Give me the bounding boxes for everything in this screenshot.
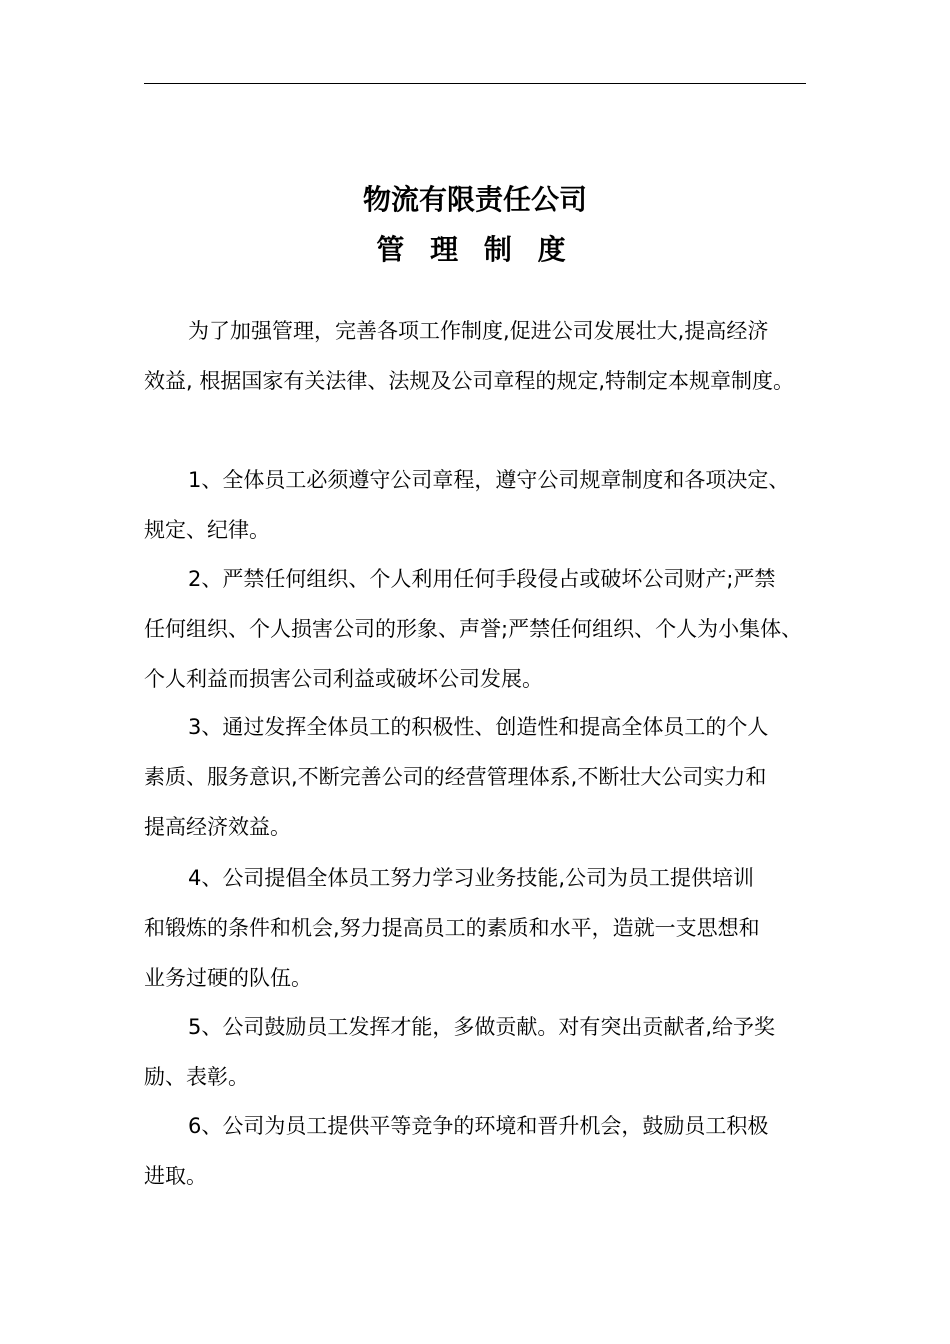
rule-item-1-line-2: 规定、纪律。 — [144, 518, 270, 542]
document-subtitle: 管 理 制 度 — [376, 233, 574, 266]
intro-line-1: 为了加强管理，完善各项工作制度,促进公司发展壮大,提高经济 — [188, 319, 769, 343]
rule-item-4 — [144, 853, 812, 1003]
rule-item-6-line-1: 6、公司为员工提供平等竞争的环境和晋升机会，鼓励员工积极 — [188, 1114, 769, 1138]
rule-item-1 — [144, 455, 812, 555]
rule-item-2-line-2: 任何组织、个人损害公司的形象、声誉;严禁任何组织、个人为小集体、 — [144, 617, 803, 641]
rule-item-2-line-3: 个人利益而损害公司利益或破坏公司发展。 — [144, 667, 543, 691]
intro-line-2: 效益, 根据国家有关法律、法规及公司章程的规定,特制定本规章制度。 — [144, 369, 795, 393]
rule-item-2-line-1: 2、严禁任何组织、个人利用任何手段侵占或破坏公司财产;严禁 — [188, 567, 776, 591]
rule-item-4-line-2: 和锻炼的条件和机会,努力提高员工的素质和水平，造就一支思想和 — [144, 916, 760, 940]
rule-item-3-line-1: 3、通过发挥全体员工的积极性、创造性和提高全体员工的个人 — [188, 715, 769, 739]
document-title: 物流有限责任公司 — [362, 183, 587, 216]
rule-item-6 — [144, 1101, 812, 1201]
rule-item-1-line-1: 1、全体员工必须遵守公司章程，遵守公司规章制度和各项决定、 — [188, 468, 790, 492]
intro-paragraph — [144, 306, 812, 406]
rule-item-5-line-1: 5、公司鼓励员工发挥才能，多做贡献。对有突出贡献者,给予奖 — [188, 1015, 776, 1039]
rule-item-4-line-1: 4、公司提倡全体员工努力学习业务技能,公司为员工提供培训 — [188, 866, 755, 890]
rule-item-4-line-3: 业务过硬的队伍。 — [144, 966, 312, 990]
rule-item-5 — [144, 1002, 812, 1102]
rule-item-3-line-2: 素质、服务意识,不断完善公司的经营管理体系,不断壮大公司实力和 — [144, 765, 767, 789]
rule-item-3-line-3: 提高经济效益。 — [144, 815, 291, 839]
rule-item-6-line-2: 进取。 — [144, 1164, 207, 1188]
header-rule — [144, 83, 806, 84]
rule-item-5-line-2: 励、表彰。 — [144, 1065, 249, 1089]
rule-item-3 — [144, 702, 812, 852]
rule-item-2 — [144, 554, 812, 704]
